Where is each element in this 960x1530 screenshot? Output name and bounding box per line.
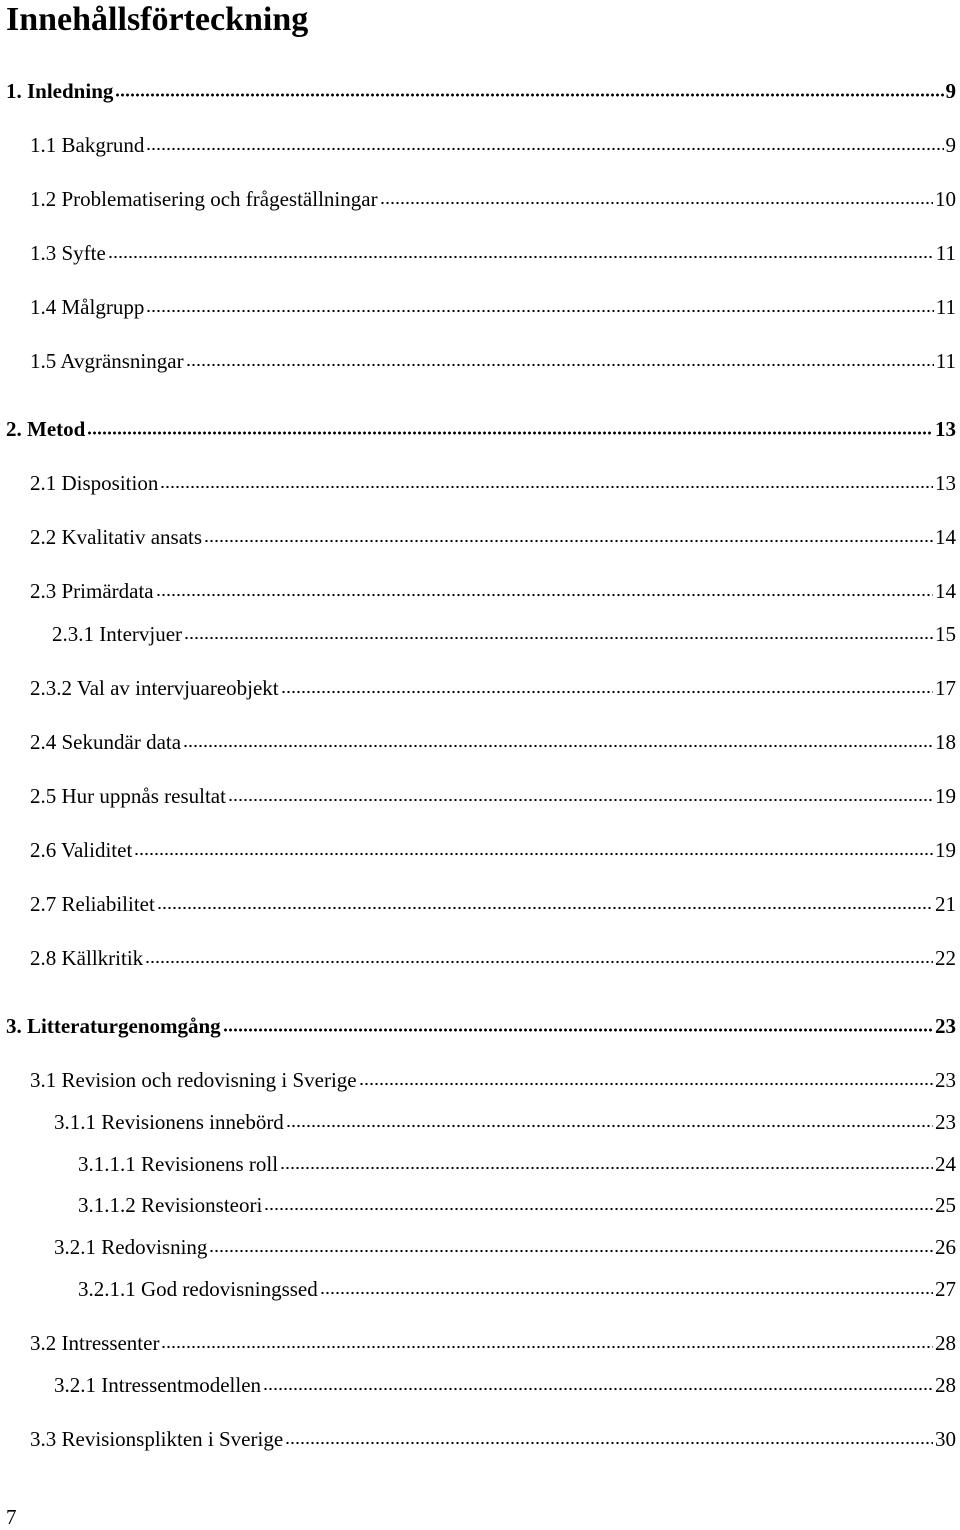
toc-entry-2-3-1[interactable] [52, 621, 956, 647]
toc-entry-page: 21 [935, 892, 956, 916]
dot-leader [161, 1344, 933, 1350]
toc-entry-page: 26 [935, 1235, 956, 1259]
toc-entry-page: 17 [935, 676, 956, 700]
toc-entry-label: 2.8 Källkritik [30, 946, 144, 970]
dot-leader [285, 1440, 933, 1446]
dot-leader [286, 1123, 933, 1129]
toc-entry-2-7[interactable] [30, 891, 956, 917]
dot-leader [280, 1165, 933, 1171]
dot-leader [183, 743, 933, 749]
toc-entry-page: 11 [935, 349, 956, 373]
toc-entry-label: 2.5 Hur uppnås resultat [30, 784, 226, 808]
toc-entry-page: 27 [935, 1277, 956, 1301]
dot-leader [156, 592, 933, 598]
toc-entry-label: 2.3 Primärdata [30, 579, 154, 603]
toc-entry-label: 3.1.1.2 Revisionsteori [78, 1193, 263, 1217]
toc-entry-page: 24 [935, 1152, 956, 1176]
dot-leader [223, 1027, 933, 1033]
toc-entry-page: 9 [945, 79, 956, 103]
toc-entry-1-4[interactable] [30, 294, 956, 320]
toc-entry-3-1-1-1[interactable] [78, 1151, 956, 1177]
toc-entry-page: 22 [935, 946, 956, 970]
toc-entry-label: 3. Litteraturgenomgång [6, 1014, 221, 1038]
dot-leader [87, 430, 933, 436]
toc-entry-page: 10 [935, 187, 956, 211]
toc-entry-page: 11 [935, 295, 956, 319]
dot-leader [184, 635, 933, 641]
toc-entry-page: 19 [935, 784, 956, 808]
toc-entry-2-3-2[interactable] [30, 675, 956, 701]
toc-entry-label: 2.7 Reliabilitet [30, 892, 155, 916]
toc-entry-label: 3.1.1.1 Revisionens roll [78, 1152, 279, 1176]
toc-entry-1-5[interactable] [30, 348, 956, 374]
dot-leader [157, 905, 933, 911]
dot-leader [145, 959, 933, 965]
dot-leader [264, 1206, 933, 1212]
toc-entry-label: 2.1 Disposition [30, 471, 159, 495]
toc-entry-page: 11 [935, 241, 956, 265]
toc-entry-label: 3.2.1 Intressentmodellen [54, 1373, 262, 1397]
toc-entry-page: 13 [935, 471, 956, 495]
toc-entry-page: 18 [935, 730, 956, 754]
toc-entry-3[interactable] [6, 1013, 956, 1039]
toc-entry-1-3[interactable] [30, 240, 956, 266]
toc-entry-label: 1.3 Syfte [30, 241, 106, 265]
toc-entry-page: 23 [935, 1068, 956, 1092]
toc-entry-3-1[interactable] [30, 1067, 956, 1093]
toc-entry-3-1-1-2[interactable] [78, 1192, 956, 1218]
toc-entry-2-2[interactable] [30, 524, 956, 550]
dot-leader [134, 851, 933, 857]
toc-entry-3-2[interactable] [30, 1330, 956, 1356]
toc-entry-label: 1.4 Målgrupp [30, 295, 145, 319]
toc-entry-1-2[interactable] [30, 186, 956, 212]
toc-entry-label: 1.1 Bakgrund [30, 133, 145, 157]
dot-leader [380, 200, 933, 206]
toc-entry-page: 15 [935, 622, 956, 646]
dot-leader [209, 1248, 933, 1254]
toc-entry-3-2-1b[interactable] [54, 1372, 956, 1398]
dot-leader [204, 538, 933, 544]
toc-entry-label: 2.2 Kvalitativ ansats [30, 525, 203, 549]
dot-leader [359, 1081, 933, 1087]
toc-entry-page: 13 [935, 417, 956, 441]
toc-entry-2-3[interactable] [30, 578, 956, 604]
toc-entry-3-2-1-1[interactable] [78, 1276, 956, 1302]
dot-leader [281, 689, 933, 695]
toc-entry-page: 23 [935, 1014, 956, 1038]
toc-entry-label: 3.1.1 Revisionens innebörd [54, 1110, 284, 1134]
toc-entry-label: 1. Inledning [6, 79, 114, 103]
toc-entry-3-1-1[interactable] [54, 1109, 956, 1135]
toc-entry-2-1[interactable] [30, 470, 956, 496]
toc-entry-2-6[interactable] [30, 837, 956, 863]
toc-entry-label: 1.2 Problematisering och frågeställningar [30, 187, 378, 211]
toc-entry-2-5[interactable] [30, 783, 956, 809]
toc-entry-label: 3.2.1 Redovisning [54, 1235, 208, 1259]
toc-entry-1[interactable] [6, 78, 956, 104]
toc-entry-label: 2.6 Validitet [30, 838, 133, 862]
dot-leader [186, 362, 934, 368]
toc-entry-3-3[interactable] [30, 1426, 956, 1452]
dot-leader [320, 1290, 933, 1296]
toc-entry-2[interactable] [6, 416, 956, 442]
toc-entry-1-1[interactable] [30, 132, 956, 158]
dot-leader [146, 146, 943, 152]
toc-entry-page: 14 [935, 579, 956, 603]
toc-entry-page: 25 [935, 1193, 956, 1217]
toc-entry-3-2-1[interactable] [54, 1234, 956, 1260]
toc-entry-label: 3.1 Revision och redovisning i Sverige [30, 1068, 357, 1092]
toc-entry-page: 30 [935, 1427, 956, 1451]
toc-entry-page: 28 [935, 1331, 956, 1355]
dot-leader [228, 797, 933, 803]
dot-leader [146, 308, 933, 314]
toc-entry-label: 2.4 Sekundär data [30, 730, 182, 754]
toc-entry-label: 3.3 Revisionsplikten i Sverige [30, 1427, 284, 1451]
toc-entry-page: 28 [935, 1373, 956, 1397]
toc-entry-label: 3.2 Intressenter [30, 1331, 160, 1355]
page-title: Innehållsförteckning [6, 1, 309, 38]
dot-leader [108, 254, 934, 260]
toc-entry-page: 19 [935, 838, 956, 862]
toc-entry-label: 3.2.1.1 God redovisningssed [78, 1277, 318, 1301]
toc-entry-page: 9 [945, 133, 956, 157]
dot-leader [115, 92, 943, 98]
toc-entry-page: 14 [935, 525, 956, 549]
toc-entry-label: 2.3.2 Val av intervjuareobjekt [30, 676, 279, 700]
dot-leader [263, 1386, 933, 1392]
dot-leader [160, 484, 933, 490]
toc-entry-label: 2.3.1 Intervjuer [52, 622, 183, 646]
toc-entry-page: 23 [935, 1110, 956, 1134]
toc-entry-2-4[interactable] [30, 729, 956, 755]
page-number: 7 [6, 1505, 17, 1529]
toc-entry-2-8[interactable] [30, 945, 956, 971]
toc-entry-label: 2. Metod [6, 417, 86, 441]
toc-entry-label: 1.5 Avgränsningar [30, 349, 184, 373]
